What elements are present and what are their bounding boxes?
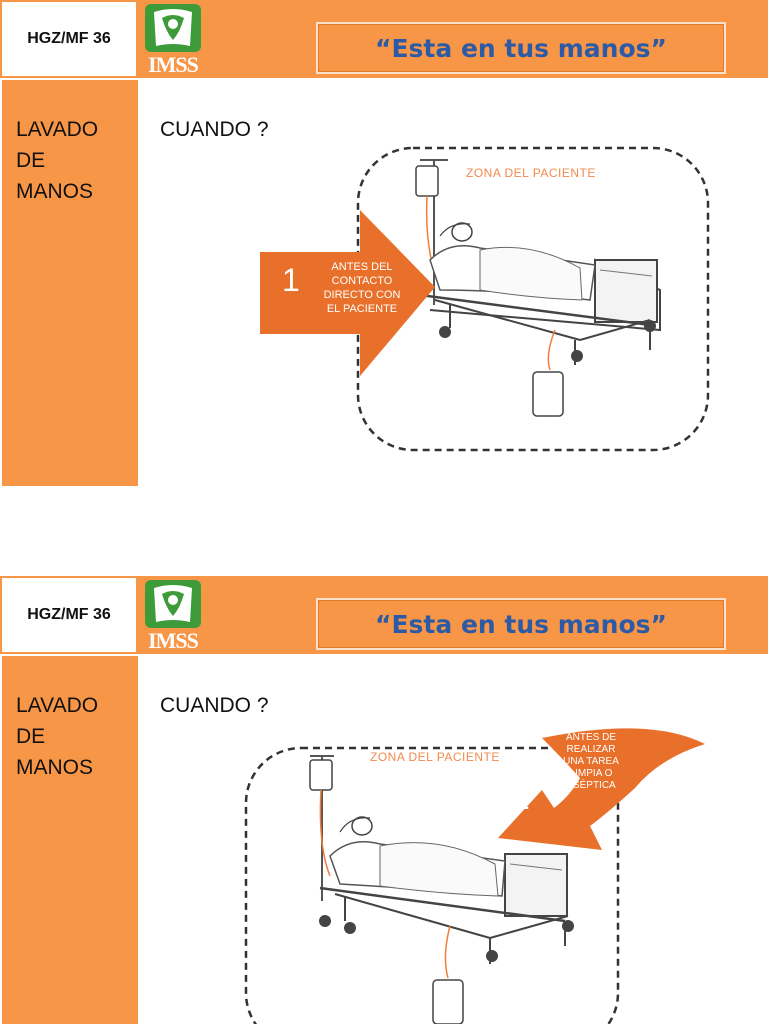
imss-logo-icon xyxy=(142,578,204,654)
step-number: 2 xyxy=(512,780,530,816)
slogan-banner: “Esta en tus manos” xyxy=(316,598,726,650)
urine-bag-icon xyxy=(433,980,463,1024)
sidebar-title-line: LAVADO xyxy=(16,118,99,141)
slogan-banner: “Esta en tus manos” xyxy=(316,22,726,74)
sidebar-title-line: MANOS xyxy=(16,180,94,203)
header-bar xyxy=(0,0,768,78)
step-text: ANTES DE REALIZAR UNA TAREA LIMPIA O ASÉPTICA xyxy=(563,732,619,791)
hospital-code: HGZ/MF 36 xyxy=(2,578,136,652)
sidebar-title-line: MANOS xyxy=(16,756,94,779)
sidebar-title-line: LAVADO xyxy=(16,694,99,717)
sidebar-title xyxy=(16,114,138,207)
zone-label: ZONA DEL PACIENTE xyxy=(466,166,596,180)
patient-zone-illustration xyxy=(150,140,760,470)
slide-1 xyxy=(0,0,768,488)
urine-bag-icon xyxy=(533,372,563,416)
sidebar xyxy=(2,80,138,486)
step-number: 1 xyxy=(282,262,300,298)
patient-zone-illustration xyxy=(150,716,760,1024)
zone-label: ZONA DEL PACIENTE xyxy=(370,750,500,764)
slide-2 xyxy=(0,576,768,1024)
sidebar-title-line: DE xyxy=(16,725,46,748)
sidebar xyxy=(2,656,138,1024)
imss-logo-icon xyxy=(142,2,204,78)
step-text: ANTES DEL CONTACTO DIRECTO CON EL PACIENTE xyxy=(323,261,401,315)
iv-bag-icon xyxy=(416,166,438,196)
hospital-code: HGZ/MF 36 xyxy=(2,2,136,76)
sidebar-title-line: DE xyxy=(16,149,46,172)
question-heading: CUANDO ? xyxy=(160,118,269,141)
question-heading: CUANDO ? xyxy=(160,694,269,717)
sidebar-title xyxy=(16,690,138,783)
header-bar xyxy=(0,576,768,654)
iv-bag-icon xyxy=(310,760,332,790)
logo-text: IMSS xyxy=(148,628,198,653)
logo-text: IMSS xyxy=(148,52,198,77)
patient-bed-icon xyxy=(150,140,760,470)
